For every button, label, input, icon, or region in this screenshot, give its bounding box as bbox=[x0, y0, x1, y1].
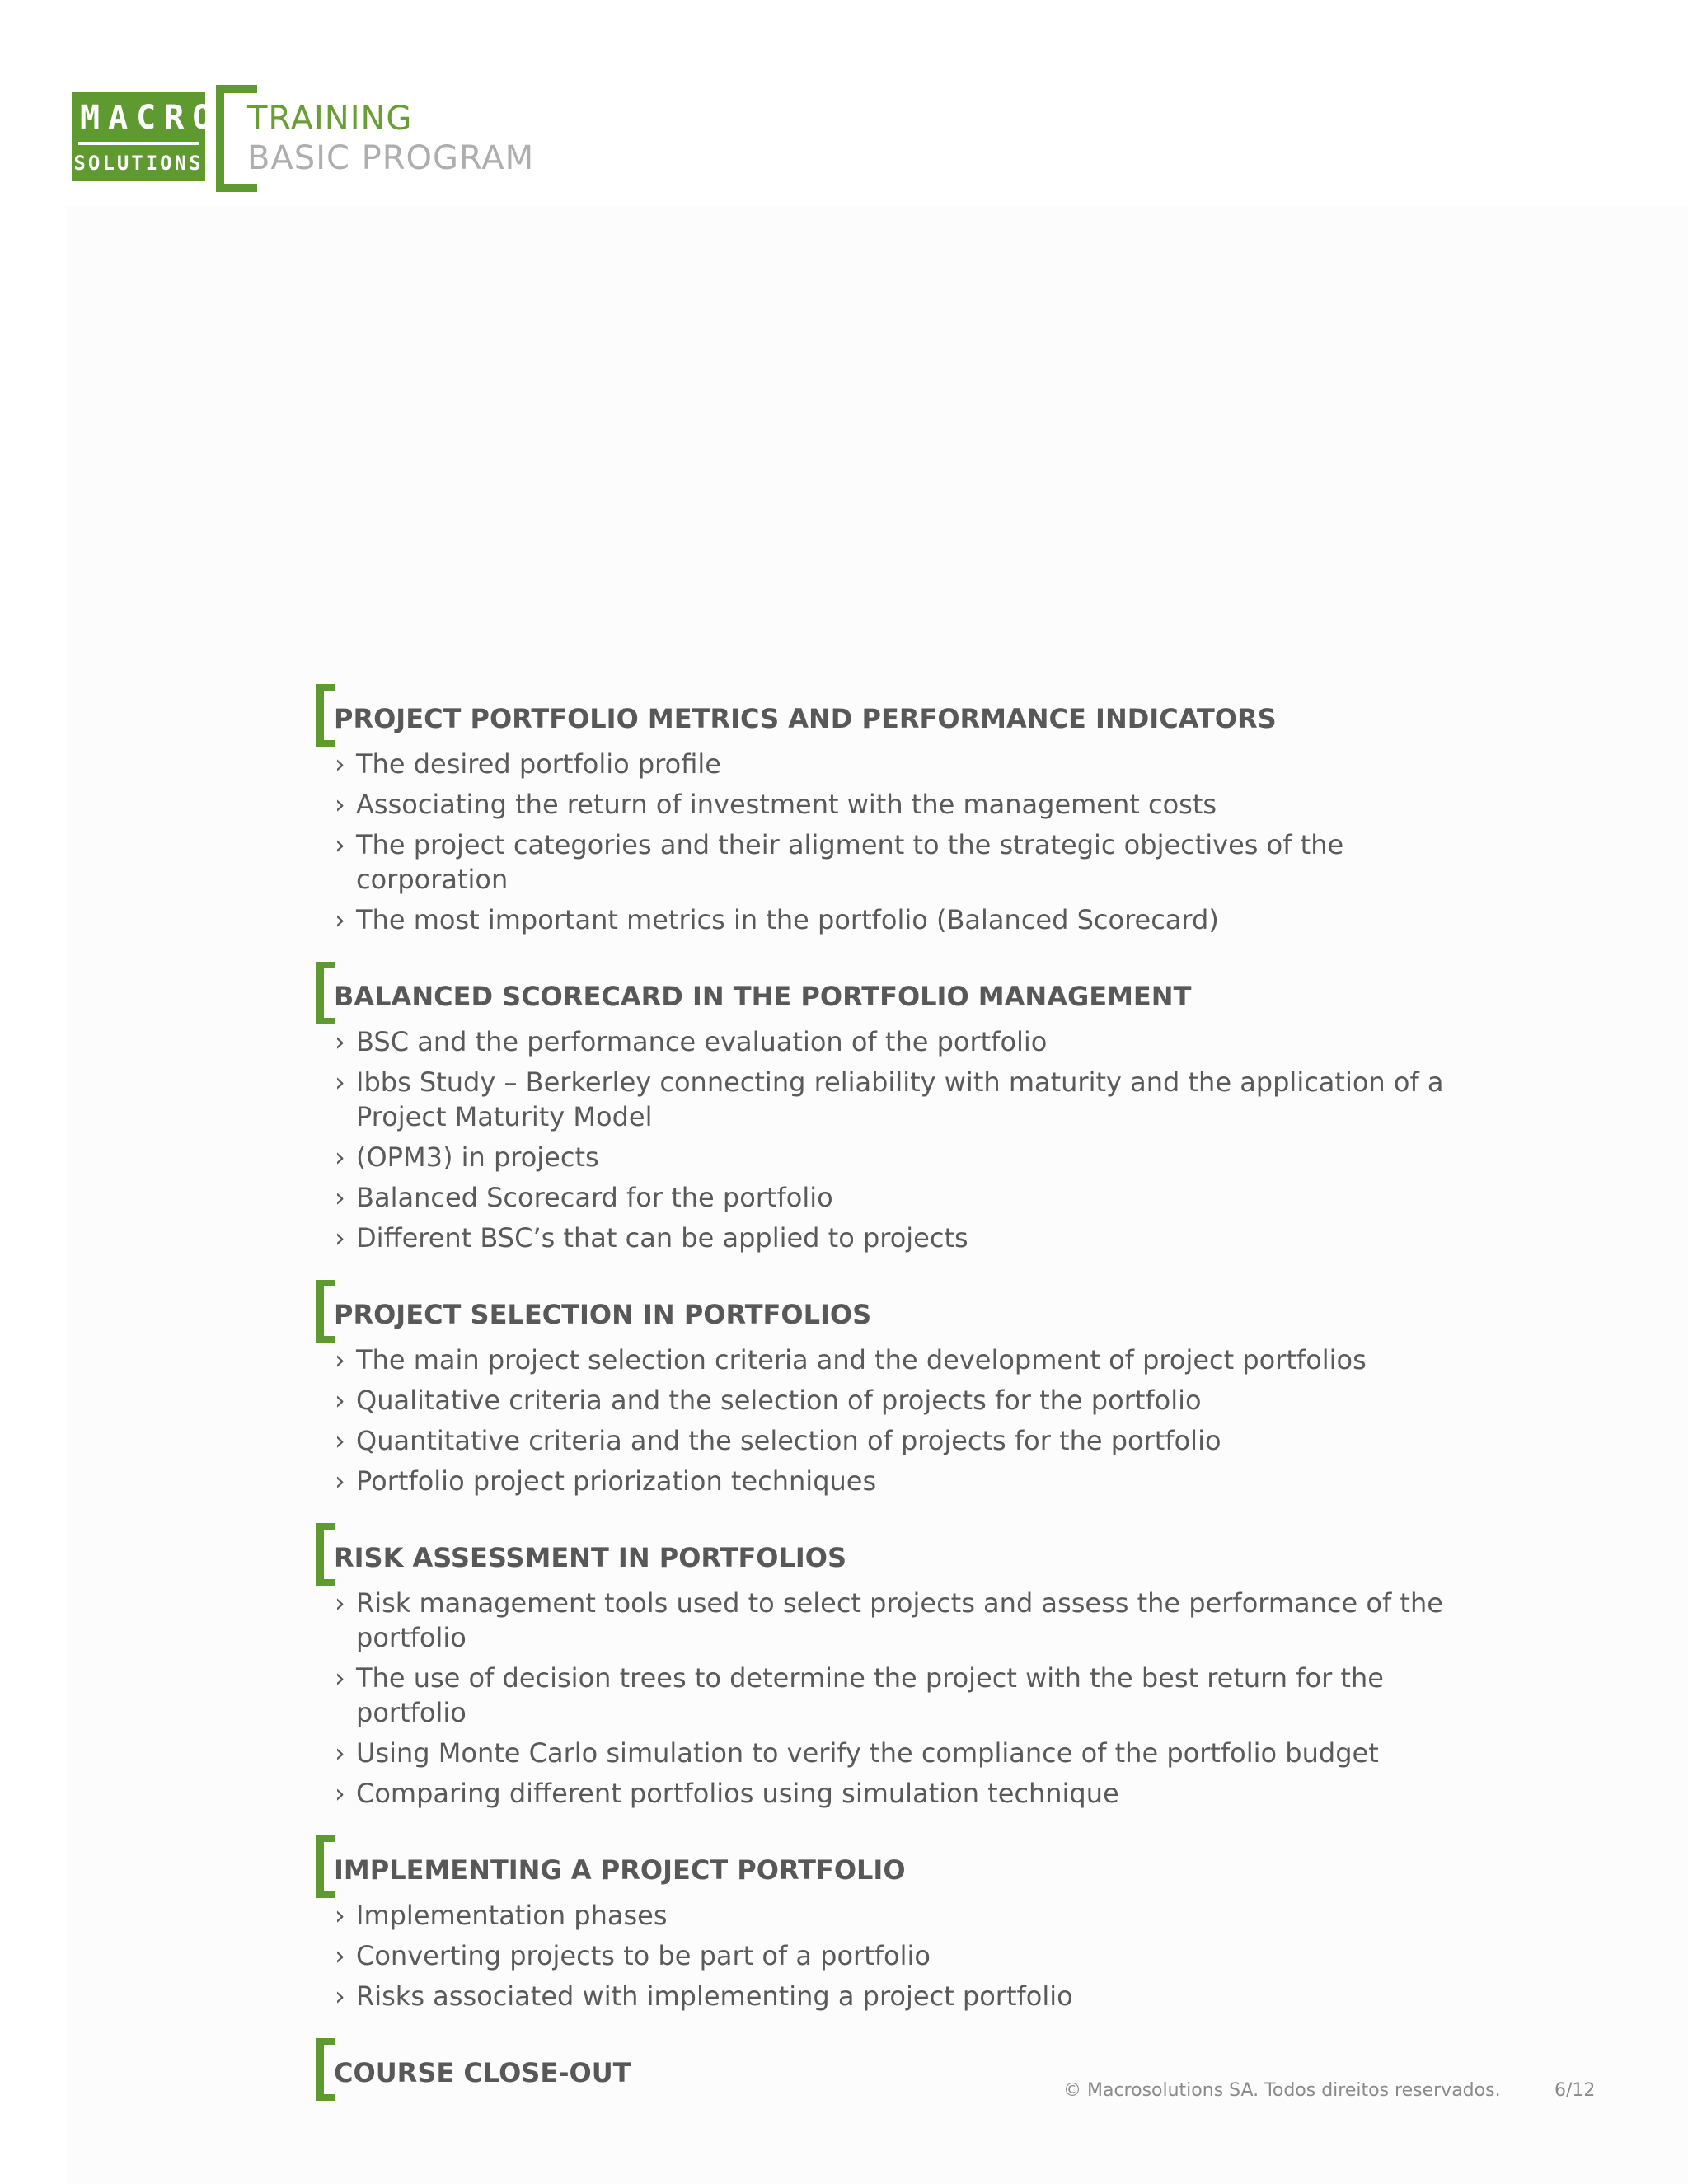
section-item-list bbox=[316, 1898, 1487, 2013]
list-item bbox=[316, 1979, 1487, 2013]
list-item-text: Qualitative criteria and the selection of projects for the portfolio bbox=[356, 1385, 1202, 1416]
list-item-text: Balanced Scorecard for the portfolio bbox=[356, 1182, 833, 1213]
list-item bbox=[316, 902, 1487, 937]
section-item-list bbox=[316, 747, 1487, 937]
logo-text-bottom: SOLUTIONS bbox=[73, 152, 204, 175]
chevron-right-icon: › bbox=[335, 1425, 345, 1456]
list-item bbox=[316, 1898, 1487, 1933]
section-bracket-icon bbox=[316, 1523, 335, 1586]
section-item-list bbox=[316, 1343, 1487, 1498]
list-item-text: Ibbs Study – Berkerley connecting reliability with maturity and the application of a Project Maturity Model bbox=[356, 1066, 1444, 1132]
company-logo bbox=[72, 92, 221, 181]
chevron-right-icon: › bbox=[335, 748, 345, 780]
list-item bbox=[316, 747, 1487, 781]
section-bracket-icon bbox=[316, 962, 335, 1024]
list-item-text: Different BSC’s that can be applied to projects bbox=[356, 1222, 968, 1254]
section-item-list bbox=[316, 1024, 1487, 1255]
section-bracket-icon bbox=[316, 684, 335, 747]
list-item bbox=[316, 1343, 1487, 1377]
list-item-text: (OPM3) in projects bbox=[356, 1141, 599, 1173]
chevron-right-icon: › bbox=[335, 1344, 345, 1376]
list-item bbox=[316, 1423, 1487, 1458]
logo-divider bbox=[78, 142, 199, 145]
chevron-right-icon: › bbox=[335, 789, 345, 820]
list-item-text: Risk management tools used to select projects and assess the performance of the portfolio bbox=[356, 1587, 1443, 1653]
list-item-text: Associating the return of investment with the management costs bbox=[356, 789, 1217, 820]
list-item bbox=[316, 1938, 1487, 1973]
page-number: 6/12 bbox=[1554, 2080, 1596, 2101]
list-item-text: Implementation phases bbox=[356, 1900, 668, 1931]
section-bracket-icon bbox=[316, 2038, 335, 2101]
section bbox=[316, 1280, 1487, 1498]
section-bracket-icon bbox=[316, 1280, 335, 1343]
list-item-text: Using Monte Carlo simulation to verify the compliance of the portfolio budget bbox=[356, 1737, 1379, 1769]
header-subtitle: BASIC PROGRAM bbox=[247, 139, 535, 177]
chevron-right-icon: › bbox=[335, 1385, 345, 1416]
list-item bbox=[316, 1221, 1487, 1255]
chevron-right-icon: › bbox=[335, 1662, 345, 1694]
list-item-text: The most important metrics in the portfolio (Balanced Scorecard) bbox=[356, 904, 1219, 935]
list-item bbox=[316, 1180, 1487, 1215]
list-item-text: Risks associated with implementing a project portfolio bbox=[356, 1980, 1073, 2012]
section bbox=[316, 1523, 1487, 1811]
chevron-right-icon: › bbox=[335, 1940, 345, 1971]
header-title: TRAINING bbox=[247, 100, 413, 138]
list-item bbox=[316, 827, 1487, 897]
list-item-text: The main project selection criteria and the development of project portfolios bbox=[356, 1344, 1367, 1376]
list-item-text: The use of decision trees to determine the project with the best return for the portfolio bbox=[356, 1662, 1384, 1728]
program-content bbox=[316, 684, 1487, 2091]
list-item bbox=[316, 1776, 1487, 1811]
list-item-text: Portfolio project priorization techniques bbox=[356, 1465, 877, 1497]
list-item bbox=[316, 1383, 1487, 1418]
chevron-right-icon: › bbox=[335, 1980, 345, 2012]
section-title: IMPLEMENTING A PROJECT PORTFOLIO bbox=[334, 1854, 906, 1886]
list-item-text: Comparing different portfolios using simulation technique bbox=[356, 1778, 1119, 1809]
list-item bbox=[316, 1661, 1487, 1730]
list-item bbox=[316, 1736, 1487, 1770]
chevron-right-icon: › bbox=[335, 1587, 345, 1619]
chevron-right-icon: › bbox=[335, 1737, 345, 1769]
chevron-right-icon: › bbox=[335, 1182, 345, 1213]
chevron-right-icon: › bbox=[335, 1465, 345, 1497]
list-item-text: Converting projects to be part of a portfolio bbox=[356, 1940, 931, 1971]
section bbox=[316, 684, 1487, 937]
list-item bbox=[316, 1065, 1487, 1134]
logo-text-top: MACRO bbox=[80, 99, 221, 137]
section bbox=[316, 962, 1487, 1255]
chevron-right-icon: › bbox=[335, 829, 345, 860]
chevron-right-icon: › bbox=[335, 1066, 345, 1098]
list-item-text: The desired portfolio profile bbox=[356, 748, 721, 780]
list-item-text: Quantitative criteria and the selection of projects for the portfolio bbox=[356, 1425, 1221, 1456]
chevron-right-icon: › bbox=[335, 1222, 345, 1254]
footer-copyright: © Macrosolutions SA. Todos direitos reservados. bbox=[1063, 2080, 1501, 2101]
chevron-right-icon: › bbox=[335, 1900, 345, 1931]
list-item bbox=[316, 1140, 1487, 1174]
list-item bbox=[316, 1586, 1487, 1655]
chevron-right-icon: › bbox=[335, 1778, 345, 1809]
section-title: BALANCED SCORECARD IN THE PORTFOLIO MANAGEMENT bbox=[334, 981, 1192, 1012]
section-item-list bbox=[316, 1586, 1487, 1811]
section-title: PROJECT PORTFOLIO METRICS AND PERFORMANCE INDICATORS bbox=[334, 703, 1277, 734]
list-item-text: BSC and the performance evaluation of the portfolio bbox=[356, 1026, 1048, 1057]
chevron-right-icon: › bbox=[335, 1141, 345, 1173]
list-item bbox=[316, 1024, 1487, 1059]
section-title: PROJECT SELECTION IN PORTFOLIOS bbox=[334, 1299, 872, 1330]
list-item-text: The project categories and their aligment to the strategic objectives of the corporation bbox=[356, 829, 1344, 895]
list-item bbox=[316, 1464, 1487, 1498]
chevron-right-icon: › bbox=[335, 1026, 345, 1057]
list-item bbox=[316, 787, 1487, 822]
section bbox=[316, 1835, 1487, 2013]
section-title: RISK ASSESSMENT IN PORTFOLIOS bbox=[334, 1542, 847, 1573]
section-title: COURSE CLOSE-OUT bbox=[334, 2057, 631, 2088]
section-bracket-icon bbox=[316, 1835, 335, 1898]
chevron-right-icon: › bbox=[335, 904, 345, 935]
